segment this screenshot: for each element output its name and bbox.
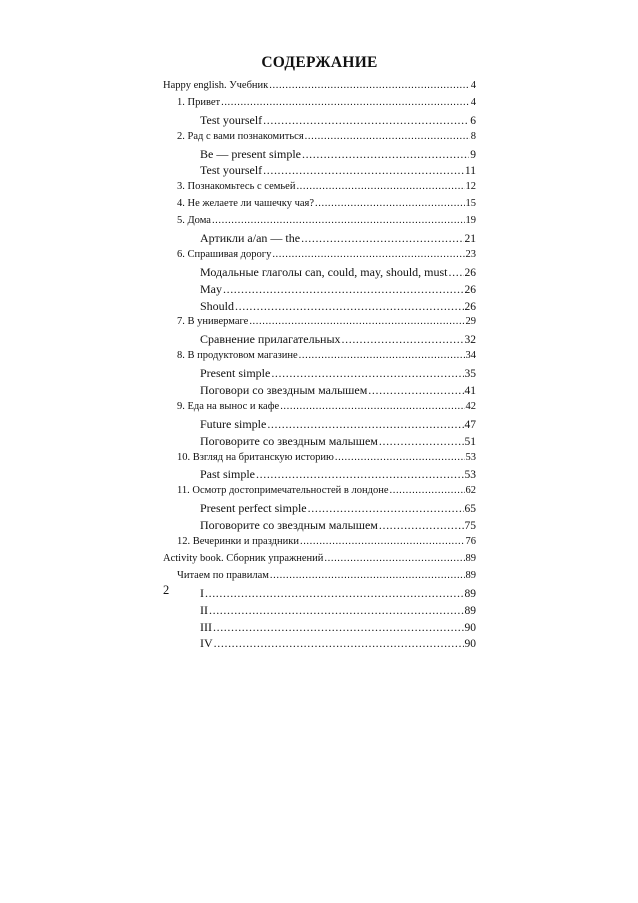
toc-entry-page-number: 26 — [464, 283, 476, 296]
toc-entry-label: Activity book. Сборник упражнений — [163, 552, 324, 564]
toc-entry-page-number: 23 — [465, 248, 476, 260]
toc-entry-page-number: 29 — [465, 316, 476, 328]
dot-leader — [223, 281, 464, 298]
toc-entry-label: 7. В универмаге — [177, 316, 249, 328]
dot-leader — [212, 213, 465, 230]
toc-entry-label: II — [200, 602, 208, 617]
toc-entry-page-number: 42 — [465, 400, 476, 412]
toc-entry — [163, 551, 476, 568]
toc-entry-page-number: 32 — [464, 334, 476, 347]
toc-entry-page-number: 89 — [465, 552, 476, 564]
dot-leader — [379, 433, 464, 450]
toc-entry-page-number: 41 — [464, 385, 476, 398]
toc-entry-label: May — [200, 281, 222, 296]
toc-entry-page-number: 51 — [464, 435, 476, 448]
dot-leader — [263, 162, 464, 179]
dot-leader — [315, 196, 464, 213]
toc-entry — [163, 534, 476, 551]
table-of-contents — [163, 78, 476, 652]
dot-leader — [256, 466, 463, 483]
dot-leader — [267, 416, 463, 433]
dot-leader — [263, 112, 469, 129]
toc-entry — [163, 162, 476, 179]
toc-entry — [163, 450, 476, 467]
toc-entry-label: Present perfect simple — [200, 501, 307, 516]
toc-entry — [163, 568, 476, 585]
dot-leader — [296, 179, 464, 196]
dot-leader — [305, 129, 470, 146]
toc-entry-label: 2. Рад с вами познакомиться — [177, 130, 304, 142]
toc-entry-label: Test yourself — [200, 163, 263, 178]
dot-leader — [299, 348, 465, 365]
toc-entry — [163, 517, 476, 534]
toc-entry-label: 9. Еда на вынос и кафе — [177, 400, 280, 412]
toc-entry-page-number: 9 — [470, 148, 476, 161]
toc-entry — [163, 585, 476, 602]
dot-leader — [379, 517, 464, 534]
toc-entry-page-number: 6 — [470, 114, 476, 127]
toc-entry-page-number: 26 — [464, 266, 476, 279]
page-title: СОДЕРЖАНИЕ — [261, 54, 378, 71]
toc-entry-page-number: 62 — [465, 485, 476, 497]
toc-entry-label: 4. Не желаете ли чашечку чая? — [177, 198, 315, 210]
toc-entry-label: Past simple — [200, 467, 256, 482]
dot-leader — [269, 78, 469, 95]
toc-entry-label: Future simple — [200, 416, 267, 431]
toc-entry-page-number: 89 — [465, 569, 476, 581]
dot-leader — [324, 551, 464, 568]
toc-entry-label: Present simple — [200, 366, 271, 381]
toc-entry-label: Модальные глаголы can, could, may, should, must — [200, 264, 448, 279]
dot-leader — [342, 331, 464, 348]
toc-entry-label: 5. Дома — [177, 215, 211, 227]
dot-leader — [271, 365, 463, 382]
toc-entry-page-number: 89 — [464, 587, 476, 600]
dot-leader — [300, 534, 465, 551]
dot-leader — [302, 146, 469, 163]
toc-entry — [163, 416, 476, 433]
toc-entry — [163, 314, 476, 331]
toc-entry — [163, 483, 476, 500]
toc-entry-label: 6. Спрашивая дорогу — [177, 248, 272, 260]
toc-entry — [163, 382, 476, 399]
page-number: 2 — [163, 583, 170, 597]
toc-entry — [163, 433, 476, 450]
toc-entry-label: 12. Вечеринки и праздники — [177, 536, 299, 548]
dot-leader — [280, 399, 464, 416]
toc-entry — [163, 500, 476, 517]
toc-entry-label: 3. Познакомьтесь с семьей — [177, 181, 296, 193]
toc-entry-page-number: 90 — [464, 621, 476, 634]
toc-entry-label: III — [200, 619, 212, 634]
toc-entry-page-number: 4 — [470, 96, 476, 108]
toc-entry-page-number: 4 — [470, 80, 476, 91]
dot-leader — [368, 382, 463, 399]
toc-entry-page-number: 15 — [465, 198, 476, 210]
toc-entry-page-number: 8 — [470, 130, 476, 142]
dot-leader — [335, 450, 465, 467]
toc-entry-label: Поговори со звездным малышем — [200, 383, 368, 398]
dot-leader — [308, 500, 464, 517]
toc-entry-page-number: 89 — [464, 604, 476, 617]
toc-entry-label: 10. Взгляд на британскую историю — [177, 451, 334, 463]
toc-entry-page-number: 11 — [464, 165, 476, 178]
toc-entry — [163, 348, 476, 365]
toc-entry-page-number: 34 — [465, 350, 476, 362]
toc-entry — [163, 95, 476, 112]
toc-entry-page-number: 75 — [464, 520, 476, 533]
toc-entry — [163, 213, 476, 230]
toc-entry-label: I — [200, 585, 204, 600]
dot-leader — [235, 298, 463, 315]
dot-leader — [270, 568, 465, 585]
toc-entry — [163, 129, 476, 146]
toc-entry — [163, 298, 476, 315]
toc-entry — [163, 78, 476, 95]
toc-entry-label: Поговорите со звездным малышем — [200, 518, 378, 533]
toc-entry-page-number: 26 — [464, 300, 476, 313]
toc-entry-label: 8. В продуктовом магазине — [177, 350, 298, 362]
toc-entry-label: Happy english. Учебник — [163, 80, 269, 91]
toc-entry-label: Should — [200, 298, 235, 313]
toc-entry-page-number: 53 — [464, 469, 476, 482]
toc-entry — [163, 635, 476, 652]
toc-entry — [163, 146, 476, 163]
toc-entry — [163, 196, 476, 213]
dot-leader — [390, 483, 465, 500]
toc-entry — [163, 112, 476, 129]
toc-entry-label: 11. Осмотр достопримечательностей в лондоне — [177, 485, 389, 497]
toc-entry-page-number: 47 — [464, 418, 476, 431]
dot-leader — [249, 314, 464, 331]
toc-entry-label: 1. Привет — [177, 96, 221, 108]
toc-entry-label: Test yourself — [200, 112, 263, 127]
toc-entry-label: Поговорите со звездным малышем — [200, 433, 378, 448]
toc-entry-label: Артикли a/an — the — [200, 231, 301, 246]
toc-entry-page-number: 76 — [465, 536, 476, 548]
toc-entry-label: Сравнение прилагательных — [200, 332, 341, 347]
dot-leader — [221, 95, 470, 112]
toc-entry — [163, 230, 476, 247]
dot-leader — [301, 230, 463, 247]
toc-entry — [163, 247, 476, 264]
toc-entry — [163, 365, 476, 382]
toc-entry-page-number: 35 — [464, 368, 476, 381]
dot-leader — [209, 602, 464, 619]
toc-entry-label: Читаем по правилам — [177, 569, 269, 581]
toc-entry-page-number: 65 — [464, 503, 476, 516]
dot-leader — [272, 247, 464, 264]
toc-entry — [163, 179, 476, 196]
toc-entry-page-number: 12 — [465, 181, 476, 193]
toc-entry-page-number: 53 — [465, 451, 476, 463]
toc-entry-label: Be — present simple — [200, 146, 301, 161]
toc-entry — [163, 466, 476, 483]
dot-leader — [205, 585, 464, 602]
toc-entry — [163, 331, 476, 348]
toc-entry-page-number: 90 — [464, 638, 476, 651]
toc-entry — [163, 264, 476, 281]
toc-entry — [163, 399, 476, 416]
toc-entry — [163, 281, 476, 298]
dot-leader — [214, 635, 464, 652]
toc-entry-label: IV — [200, 636, 213, 651]
toc-entry — [163, 619, 476, 636]
dot-leader — [449, 264, 464, 281]
toc-entry-page-number: 19 — [465, 215, 476, 227]
toc-entry — [163, 602, 476, 619]
dot-leader — [213, 619, 464, 636]
toc-entry-page-number: 21 — [464, 233, 476, 246]
